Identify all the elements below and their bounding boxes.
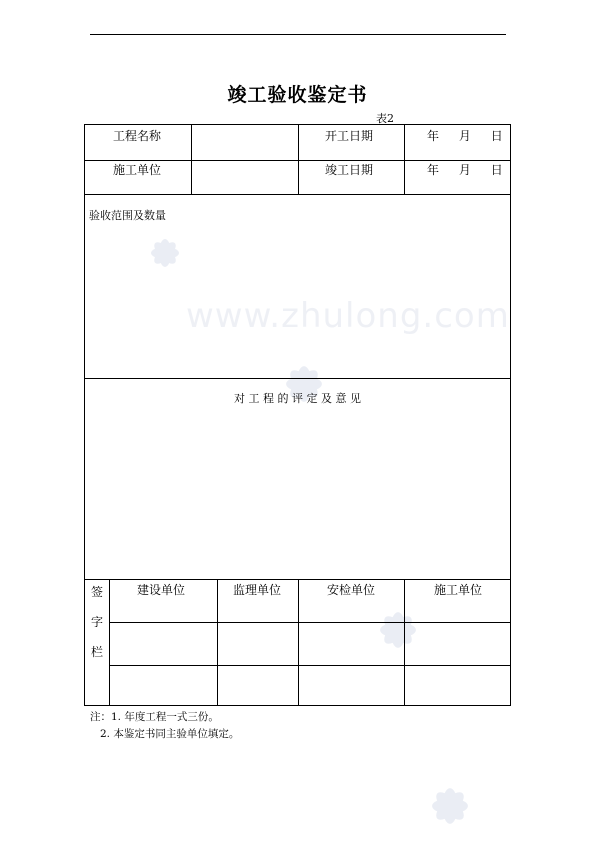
contractor-unit-header: 施工单位 (434, 583, 483, 597)
signature-row-label-char: 栏 (91, 645, 104, 659)
day-label: 日 (490, 129, 503, 143)
evaluation-opinion-label: 对 工 程 的 评 定 及 意 见 (234, 392, 361, 405)
acceptance-scope-area[interactable] (85, 223, 510, 377)
signature-cell[interactable] (218, 623, 297, 664)
signature-cell[interactable] (110, 623, 216, 664)
day-label: 日 (490, 163, 503, 177)
table-number: 表2 (376, 112, 394, 125)
signature-row-label-char: 字 (91, 615, 104, 629)
project-name-field[interactable] (192, 125, 297, 159)
notes (90, 709, 239, 743)
signature-cell[interactable] (405, 623, 509, 664)
header-rule (90, 34, 506, 35)
signature-cell[interactable] (405, 666, 509, 704)
evaluation-opinion-area[interactable] (85, 407, 510, 577)
year-label: 年 (427, 163, 440, 177)
signature-row-label-char: 签 (91, 585, 104, 599)
contractor-field[interactable] (192, 161, 297, 193)
document-title: 竣工验收鉴定书 (227, 84, 368, 106)
month-label: 月 (458, 163, 471, 177)
note-item: 注：1. 年度工程一式三份。 (90, 711, 219, 723)
signature-cell[interactable] (299, 666, 403, 704)
acceptance-scope-label: 验收范围及数量 (89, 209, 166, 222)
contractor-label: 施工单位 (113, 163, 162, 177)
signature-cell[interactable] (218, 666, 297, 704)
month-label: 月 (458, 129, 471, 143)
safety-inspection-unit-header: 安检单位 (327, 583, 376, 597)
signature-cell[interactable] (299, 623, 403, 664)
year-label: 年 (427, 129, 440, 143)
acceptance-form-table (84, 124, 511, 706)
signature-cell[interactable] (110, 666, 216, 704)
watermark-text: www.zhulong.com (186, 296, 510, 336)
completion-date-field[interactable] (427, 161, 503, 178)
row-divider (85, 194, 510, 195)
construction-unit-header: 建设单位 (137, 583, 186, 597)
start-date-field[interactable] (427, 127, 503, 144)
row-divider (85, 378, 510, 379)
col-divider (404, 125, 405, 194)
project-name-label: 工程名称 (113, 129, 162, 143)
start-date-label: 开工日期 (325, 129, 374, 143)
completion-date-label: 竣工日期 (325, 163, 374, 177)
col-divider (298, 125, 299, 194)
supervision-unit-header: 监理单位 (233, 583, 282, 597)
watermark-flower-icon (418, 774, 482, 838)
note-item: 2. 本鉴定书同主验单位填定。 (100, 728, 240, 740)
